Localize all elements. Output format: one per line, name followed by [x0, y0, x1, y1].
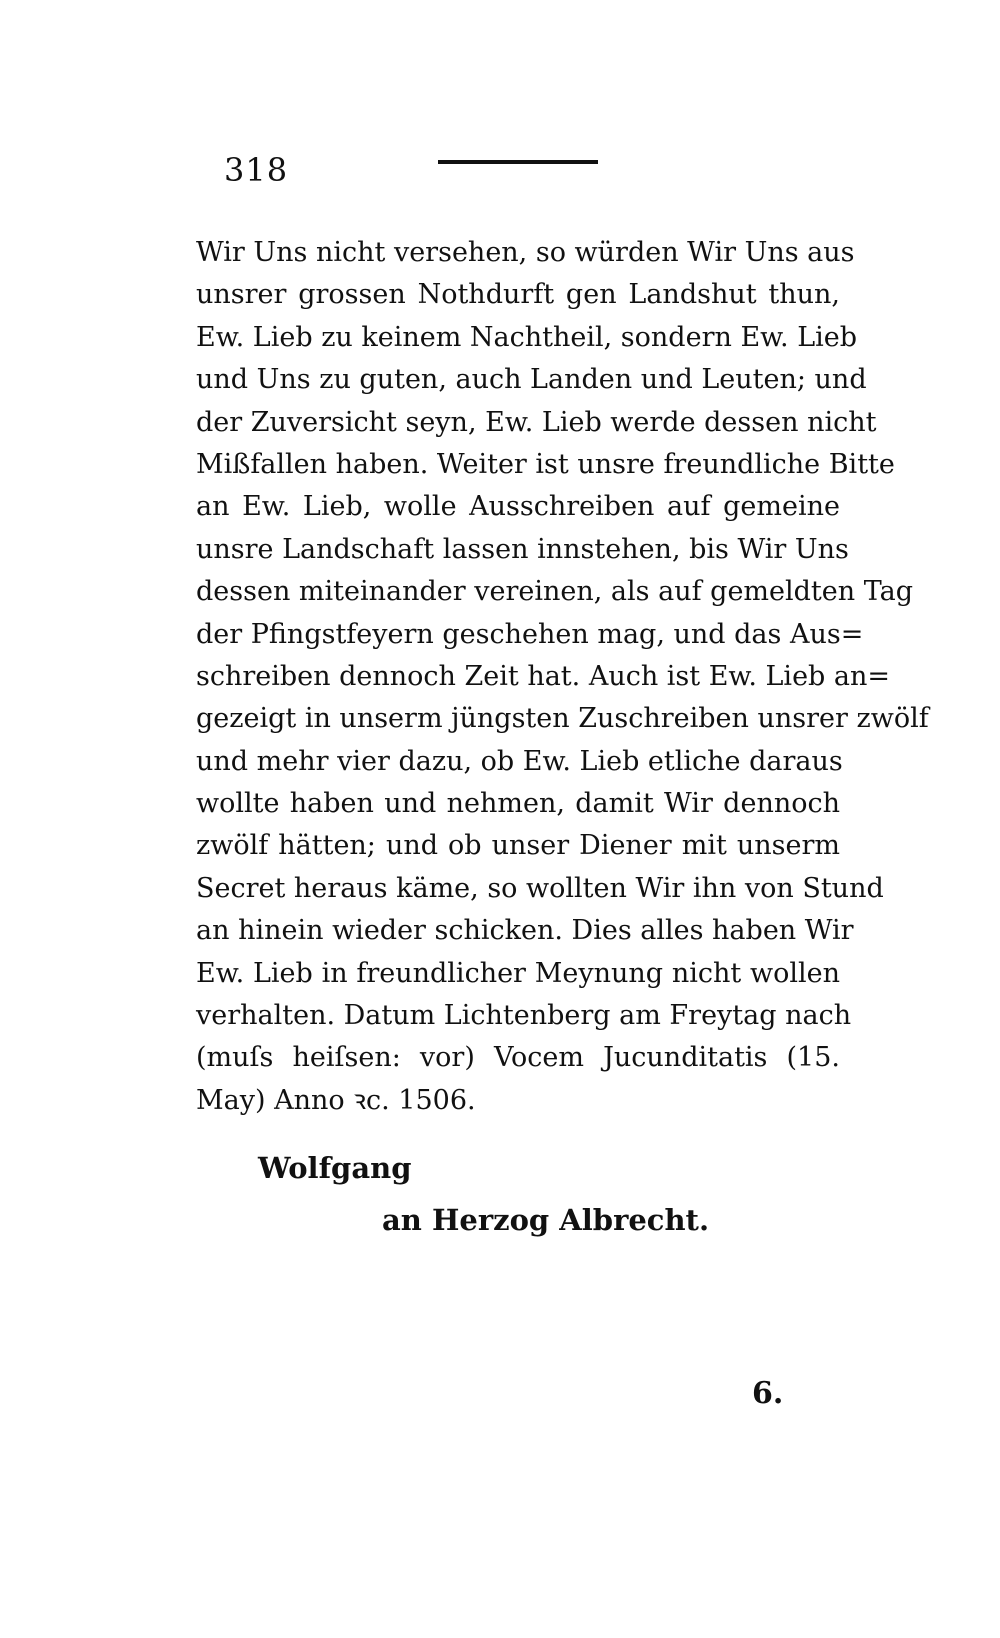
text-line: unsrer grossen Nothdurft gen Landshut thun, — [196, 279, 840, 311]
text-line-last: May) Anno ꝛc. 1506. — [196, 1084, 476, 1116]
catchword: 6. — [752, 1376, 784, 1411]
body-text — [196, 232, 929, 1122]
text-line: verhalten. Datum Lichtenberg am Freytag nach — [196, 1000, 852, 1032]
text-line: zwölf hätten; und ob unser Diener mit unserm — [196, 830, 840, 862]
text-line: Secret heraus käme, so wollten Wir ihn von Stund — [196, 872, 884, 904]
text-line: Ew. Lieb in freundlicher Meynung nicht wollen — [196, 957, 840, 989]
text-line: gezeigt in unserm jüngsten Zuschreiben unsrer zwölf — [196, 703, 929, 735]
text-line: der Zuversicht seyn, Ew. Lieb werde dessen nicht — [196, 406, 877, 438]
text-line: wollte haben und nehmen, damit Wir dennoch — [196, 788, 840, 820]
page-number: 318 — [224, 151, 289, 189]
text-line: Ew. Lieb zu keinem Nachtheil, sondern Ew. Lieb — [196, 321, 858, 353]
text-line: und mehr vier dazu, ob Ew. Lieb etliche daraus — [196, 745, 843, 777]
text-line: unsre Landschaft lassen innstehen, bis Wir Uns — [196, 533, 849, 565]
text-line: schreiben dennoch Zeit hat. Auch ist Ew. Lieb an= — [196, 660, 891, 692]
header-rule — [438, 160, 598, 164]
addressee: an Herzog Albrecht. — [382, 1203, 710, 1237]
text-line: der Pfingstfeyern geschehen mag, und das Aus= — [196, 618, 864, 650]
text-line: dessen miteinander vereinen, als auf gemeldten Tag — [196, 576, 914, 608]
signature: Wolfgang — [258, 1151, 412, 1185]
text-line: (muſs heiſsen: vor) Vocem Jucunditatis (15. — [196, 1042, 840, 1074]
text-line: Mißfallen haben. Weiter ist unsre freundliche Bitte — [196, 448, 895, 480]
text-line: und Uns zu guten, auch Landen und Leuten; und — [196, 364, 867, 396]
text-line: an Ew. Lieb, wolle Ausschreiben auf gemeine — [196, 491, 840, 523]
text-line: Wir Uns nicht versehen, so würden Wir Uns aus — [196, 237, 855, 268]
text-line: an hinein wieder schicken. Dies alles haben Wir — [196, 915, 854, 947]
